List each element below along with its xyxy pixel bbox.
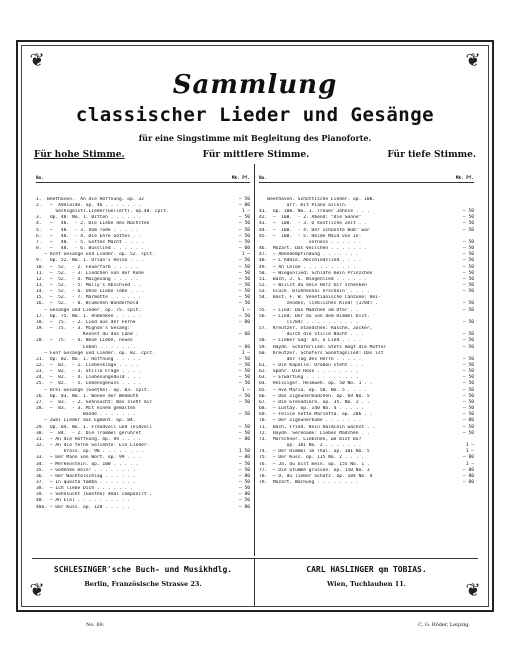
header-price: Mk. Pf. xyxy=(231,176,250,182)
song-price: — 80 xyxy=(462,479,474,485)
song-title: 33. — Der Mann von Wort. op. 99 . . . xyxy=(36,455,142,461)
song-title: 40a. — Der Kuss. op. 128 . . . . . xyxy=(36,504,131,510)
song-title: 16. — 52. - 8. Blümchen Wunderhold xyxy=(36,301,139,307)
song-title: verness . . . . . . xyxy=(259,239,362,245)
song-price: — 50 xyxy=(462,289,474,295)
song-title: 27. — 83. - 2. Sehnsucht: Was zieht mir xyxy=(36,399,153,405)
voice-medium: Für mittlere Stimme. xyxy=(202,150,310,160)
song-price: 1 — xyxy=(241,307,250,313)
song-price: — 50 xyxy=(462,276,474,282)
song-title: 24. — 82. - 4. Liebesungeduld . . . xyxy=(36,375,142,381)
song-price: — 50 xyxy=(238,196,250,202)
song-title: 3. Op. 48. No. 1. Bitten . . . . . . xyxy=(36,215,142,221)
song-price: — 50 xyxy=(238,282,250,288)
song-price: — 50 xyxy=(462,338,474,344)
song-price: 1 — xyxy=(465,443,474,449)
song-price: — 80 xyxy=(462,467,474,473)
song-title: zendes, liebliches Kind! (1784) . xyxy=(259,301,378,307)
song-title: 72. Haydn. Serenade: Liebes Mädchen . . xyxy=(259,430,370,436)
song-price: — 50 xyxy=(238,393,250,399)
song-price: — 50 xyxy=(462,215,474,221)
header-price: Mk. Pf. xyxy=(455,176,474,182)
song-price: — 50 xyxy=(238,363,250,368)
song-title: (1784) . . . . . . . . . . xyxy=(259,319,359,325)
song-title: 14. — 52. - 6. Ohne Liebe lebe . . . xyxy=(36,289,144,295)
song-price: 1 — xyxy=(241,387,250,393)
publisher-name: SCHLESINGER'sche Buch- und Musikhdlg. xyxy=(53,565,233,574)
song-price: — 50 xyxy=(238,479,250,485)
song-title: — Fünf Gesänge und Lieder. op. 82. cplt. xyxy=(36,350,155,356)
song-price: — 50 xyxy=(238,264,250,270)
song-title: 6. — 48. - 4. Die Ehre Gottes . . xyxy=(36,233,142,239)
song-price: — 50 xyxy=(238,233,250,239)
song-price: — 80 xyxy=(462,418,474,424)
song-title: 54. Bast, F. W. Venetianische Canzone: Rei- xyxy=(259,295,381,301)
song-price: — 50 xyxy=(462,227,474,233)
song-title: 37. — In questa tomba . . . . . . . xyxy=(36,479,136,485)
song-title: 74. — Der Himmel im Thal. op. 101 No. 5 xyxy=(259,449,370,455)
publisher-address: Berlin, Französische Strasse 23. xyxy=(84,580,202,588)
song-title: 41. Op. 108. No. 1. Treuer Johnie . . . xyxy=(259,209,370,215)
song-title: 56. — Lied: Der du von dem Himmel bist. xyxy=(259,313,370,319)
song-price: — 50 xyxy=(238,467,250,473)
song-price: — 50 xyxy=(238,486,250,492)
song-title: 62. Spohr. Die Rose . . . . . . . . xyxy=(259,369,359,375)
song-title: Bande . . . . . . . xyxy=(36,412,136,418)
song-title: 73. Marschner. Liebchen, wo bist Du? xyxy=(259,436,362,442)
song-title: 34. — Merkenstein. op. 100 . . . . . xyxy=(36,461,139,467)
song-title: 8. — 48. - 6. Busslied . . . . . . xyxy=(36,246,144,252)
song-title: Leben . . . . . . . xyxy=(36,344,136,350)
corner-ornament-icon: ❦ xyxy=(29,580,45,601)
song-title: 26. Op. 83. No. 1. Wonne der Wehmuth xyxy=(36,393,139,399)
voice-low: Für tiefe Stimme. xyxy=(387,150,476,160)
song-title: 36. — Der Wachtelschlag . . . . . . xyxy=(36,473,136,479)
song-price: — 50 xyxy=(238,375,250,381)
song-title: 9. Op. 52. No. 1. Urian's Reise . . . xyxy=(36,258,144,264)
title-main: classischer Lieder und Gesänge xyxy=(75,104,435,126)
song-price: — 80 xyxy=(238,436,250,442)
song-title: 38. — Ich liebe Dich . . . . . . . xyxy=(36,486,133,492)
catalog-row xyxy=(259,480,474,486)
song-title: 12. — 52. - 4. Maigesang . . . . . xyxy=(36,276,139,282)
song-title: 77. — Die Stumme grüssen. op. 150 No. 3 xyxy=(259,467,370,473)
song-price: — 50 xyxy=(238,295,250,301)
song-price: 1 — xyxy=(241,350,250,356)
song-price: — 50 xyxy=(462,239,474,245)
song-price: — 50 xyxy=(238,430,250,436)
song-title: 18. — 75. - 2. Lied aus der Ferne xyxy=(36,319,136,325)
song-price: — 50 xyxy=(462,363,474,368)
song-title: 65. — Ave Maria. op. 50. No. 5 . . . . xyxy=(259,387,367,393)
catalog-column-right xyxy=(255,164,478,556)
song-title: 71. Bach, Fried. Kein Hälmlein wächst . . xyxy=(259,424,376,430)
song-title: 66. — Das Zigeunermädchen. op. 69 No. 5 xyxy=(259,393,370,399)
song-price: — 50 xyxy=(238,301,250,307)
song-title: 4. — 48. - 2. Die Liebe des Nächsten xyxy=(36,221,150,227)
song-price: — 50 xyxy=(238,356,250,362)
song-price: — 50 xyxy=(238,227,250,233)
song-price: — 80 xyxy=(238,504,250,510)
song-price: — 50 xyxy=(238,258,250,264)
song-title: Beethoven. Schottische Lieder. op. 108. xyxy=(259,196,376,202)
song-title: 69. — Felice notte Marietta. op. 206 . . xyxy=(259,412,373,418)
song-price: — 50 xyxy=(462,356,474,362)
song-title: 7. — 48. - 5. Gottes Macht . . . . xyxy=(36,239,144,245)
song-title: 70. — Der Zigeunerbube . . . . . . . xyxy=(259,418,362,424)
song-title: 15. — 52. - 7. Marmotte . . . . . . xyxy=(36,295,142,301)
header-no: No. xyxy=(36,176,44,182)
song-price: — 50 xyxy=(462,399,474,405)
song-title: 78. — O, du lieber Schatz. op. 184 No. 4 xyxy=(259,473,373,479)
song-title: arr. mit Piano allein. xyxy=(259,202,348,208)
song-price: — 60 xyxy=(238,332,250,338)
engraver-credit: C. G. Röder, Leipzig. xyxy=(418,622,470,628)
publisher-band xyxy=(32,558,478,607)
song-title: 21. Op. 82. No. 1. Hoffnung . . . . . xyxy=(36,356,142,362)
song-price: — 80 xyxy=(238,473,250,479)
column-header xyxy=(36,176,250,183)
voice-selector xyxy=(34,150,476,160)
song-title: 28. — 83. - 3. Mit einem gemalten xyxy=(36,406,136,412)
song-title: der Tag des Herrn . . . . . xyxy=(259,356,362,362)
song-price: — 50 xyxy=(462,430,474,436)
song-title: 58. — Lieber Sag' an, o Lied . . . . xyxy=(259,338,362,344)
song-title: 79. Mozart. Warnung . . . . . . . . xyxy=(259,479,359,485)
song-price: — 80 xyxy=(238,492,250,498)
song-price: 1 50 xyxy=(238,449,250,455)
song-title: 35. — Gedenke mein! . . . . . . . . xyxy=(36,467,136,473)
corner-ornament-icon: ❦ xyxy=(29,50,45,71)
song-title: 32. — An die ferne Geliebte. Ein Lieder- xyxy=(36,443,150,449)
song-price: — 50 xyxy=(462,375,474,381)
song-price: — 50 xyxy=(462,393,474,399)
song-price: — 50 xyxy=(462,221,474,227)
song-title: 29. Op. 84. No. 1. Freudvoll und leidvoll xyxy=(36,424,153,430)
corner-ornament-icon: ❦ xyxy=(465,580,481,601)
song-price: — 50 xyxy=(462,270,474,276)
song-title: 67. — Die Grenadiere. op. 35. No. 2 . . xyxy=(259,399,370,405)
song-title: Sechsgeistl.Lieder(Gellert). op.48. cplt. xyxy=(36,209,169,215)
song-title: 76. — Ja, du bist mein. op. 155 No. 1 . xyxy=(259,461,370,467)
song-price: — 50 xyxy=(238,239,250,245)
song-title: 46. Mozart. Das Veilchen . . . . . . . xyxy=(259,246,367,252)
column-header xyxy=(259,176,474,183)
song-price: — 50 xyxy=(238,289,250,295)
song-title: 17. Op. 75. No. 1. Andenken . . . . . xyxy=(36,313,142,319)
catalog-column-left xyxy=(32,164,255,556)
publisher-name: CARL HASLINGER qm TOBIAS. xyxy=(306,565,427,574)
corner-ornament-icon: ❦ xyxy=(465,50,481,71)
song-title: 1. Beethoven. An die Hoffnung. op. 32 xyxy=(36,196,144,202)
song-title: 20. — 75. - 4. Neue Liebe, neues xyxy=(36,338,133,344)
song-title: 45. — 108. - 5. Holde Maid von In- xyxy=(259,233,362,239)
song-price: — 50 xyxy=(462,209,474,215)
song-price: — 50 xyxy=(462,381,474,387)
song-price: — 50 xyxy=(462,344,474,350)
song-title: 5. — 48. - 3. Vom Tode . . . . . xyxy=(36,227,139,233)
song-title: 42. — 108. - 2. Abend: "Die Sonne" xyxy=(259,215,362,221)
song-title: 75. — Der Kuss. op. 115 No. 2 . . . . xyxy=(259,455,365,461)
song-title: op. 101 No. 2 . . . . . . . xyxy=(259,443,362,449)
song-title: 30. — 84. - 2. Die Trommel gerühret xyxy=(36,430,142,436)
song-price: — 50 xyxy=(238,399,250,405)
song-price: — 80 xyxy=(462,473,474,479)
song-title: — Acht Gesänge und Lieder. op. 52. cplt. xyxy=(36,252,155,258)
song-price: — 50 xyxy=(462,258,474,264)
song-price: 1 — xyxy=(241,209,250,215)
publisher-address: Wien, Tuchlauben 11. xyxy=(326,580,407,588)
song-title: 63. — Erwartung . . . . . . . . . . xyxy=(259,375,359,381)
song-title: Kennst du das Land . xyxy=(36,332,139,338)
song-price: — 50 xyxy=(462,319,474,325)
song-price: — 50 xyxy=(462,424,474,430)
song-price: — 50 xyxy=(462,332,474,338)
song-title: 11. — 52. - 3. Liedchen von der Ruhe xyxy=(36,270,144,276)
song-title: 48. — L'Addio. Abschiedslied . . . . xyxy=(259,258,362,264)
song-price: — 50 xyxy=(238,270,250,276)
song-price: 1 — xyxy=(241,252,250,258)
song-title: 51. Bach, J. S. Wiegenlied . . . . . . xyxy=(259,276,367,282)
song-title: 53. Gluck. Blühhennal erschein' . . . . xyxy=(259,289,370,295)
song-price: — 50 xyxy=(238,221,250,227)
song-title: — Drei Gesänge (Goethe). op. 83. cplt. xyxy=(36,387,150,393)
song-price: — 60 xyxy=(238,344,250,350)
song-title: 55. — Lied: Das Mädchen am Ufer . . xyxy=(259,307,359,313)
song-price: — 50 xyxy=(238,313,250,319)
voice-high: Für hohe Stimme. xyxy=(34,150,125,160)
song-price: — 50 xyxy=(462,307,474,313)
header-no: No. xyxy=(259,176,267,182)
song-price: — 80 xyxy=(238,319,250,325)
song-title: 2. — Adelaide. op. 46 . . . . . . . xyxy=(36,202,142,208)
song-title: 10. — 52. - 2. Feuerfarb . . . . . xyxy=(36,264,139,270)
song-title: — Zwei Lieder aus Egmont. op. 84. xyxy=(36,418,136,424)
song-price: — 50 xyxy=(238,498,250,504)
song-title: 31. — An die Hoffnung. op. 94 . . . . xyxy=(36,436,142,442)
song-title: 64. Reissiger. Heimweh. op. 50 No. 1 . . xyxy=(259,381,373,387)
song-title: 50. — Wiegenlied: Schlafe mein Prinzchen xyxy=(259,270,373,276)
song-title: 52. — Willst du dein Herz mir schenken xyxy=(259,282,367,288)
song-title: 68. — Lustay. op. 140 No. 4 . . . . . xyxy=(259,406,365,412)
song-price: — 50 xyxy=(238,424,250,430)
plate-number: No. 69. xyxy=(86,622,105,628)
song-title: 19. — 75. - 3. Mignon's Gesang: xyxy=(36,326,131,332)
song-title: 43. — 108. - 3. O köstliche Zeit . . xyxy=(259,221,367,227)
song-price: — 50 xyxy=(238,381,250,387)
song-price: — 80 xyxy=(238,455,250,461)
song-catalog xyxy=(32,164,478,556)
song-price: — 50 xyxy=(462,301,474,307)
song-price: — 80 xyxy=(238,202,250,208)
song-title: 60. Kreutzer. Schäfers Sonntagslied: Das ist xyxy=(259,350,384,356)
song-title: durch die stille Nacht . . . xyxy=(259,332,365,338)
song-price: — 50 xyxy=(238,412,250,418)
song-title: 59. Haydn. Schäferlied: Stets megt die Mutter xyxy=(259,344,387,350)
song-title: 22. — 82. - 2. Liebesklage . . . . xyxy=(36,363,139,368)
publisher-berlin xyxy=(32,559,255,607)
song-title: 49. — An Chloë . . . . . . . . . . xyxy=(259,264,356,270)
song-title: 47. — Abendempfindung . . . . . . . xyxy=(259,252,359,258)
song-price: 1 — xyxy=(465,449,474,455)
song-price: — 50 xyxy=(238,276,250,282)
song-price: — 50 xyxy=(462,406,474,412)
song-title: — Gesänge und Lieder. op. 75. cplt. xyxy=(36,307,142,313)
song-price: 1 — xyxy=(465,461,474,467)
song-price: — 50 xyxy=(462,412,474,418)
song-title: 39. — Sehnsucht (Goethe) 4mal componirt . xyxy=(36,492,153,498)
song-title: kreis. op. 98 . . . . . . . . xyxy=(36,449,144,455)
catalog-row xyxy=(36,505,250,511)
song-price: — 50 xyxy=(462,252,474,258)
subtitle: für eine Singstimme mit Begleitung des Pianoforte. xyxy=(138,133,372,143)
song-price: — 50 xyxy=(238,461,250,467)
title-sammlung: Sammlung xyxy=(172,70,338,100)
song-title: 57. Kreutzer. Ständchen: Rasche, Zöcker, xyxy=(259,326,373,332)
song-price: — 50 xyxy=(238,369,250,375)
song-price: — 50 xyxy=(462,264,474,270)
song-price: — 50 xyxy=(238,215,250,221)
song-title: 23. — 82. - 3. Stille Frage . . . . xyxy=(36,369,142,375)
song-price: — 80 xyxy=(462,455,474,461)
song-price: — 50 xyxy=(462,387,474,393)
song-price: — 50 xyxy=(462,282,474,288)
song-price: — 60 xyxy=(238,246,250,252)
song-title: 61. — Die Kapelle: Droben steht . . . xyxy=(259,363,365,368)
song-title: 44. — 108. - 4. Der schönste Bub' war xyxy=(259,227,370,233)
song-title: 25. — 82. - 5. Lebensgenuss . . . . xyxy=(36,381,142,387)
publisher-wien xyxy=(255,559,478,607)
song-price: — 50 xyxy=(462,246,474,252)
song-price: — 50 xyxy=(462,369,474,375)
song-title: 13. — 52. - 5. Molly's Abschied . . xyxy=(36,282,142,288)
song-title: 40. — An Elel . . . . . . . . . . xyxy=(36,498,131,504)
